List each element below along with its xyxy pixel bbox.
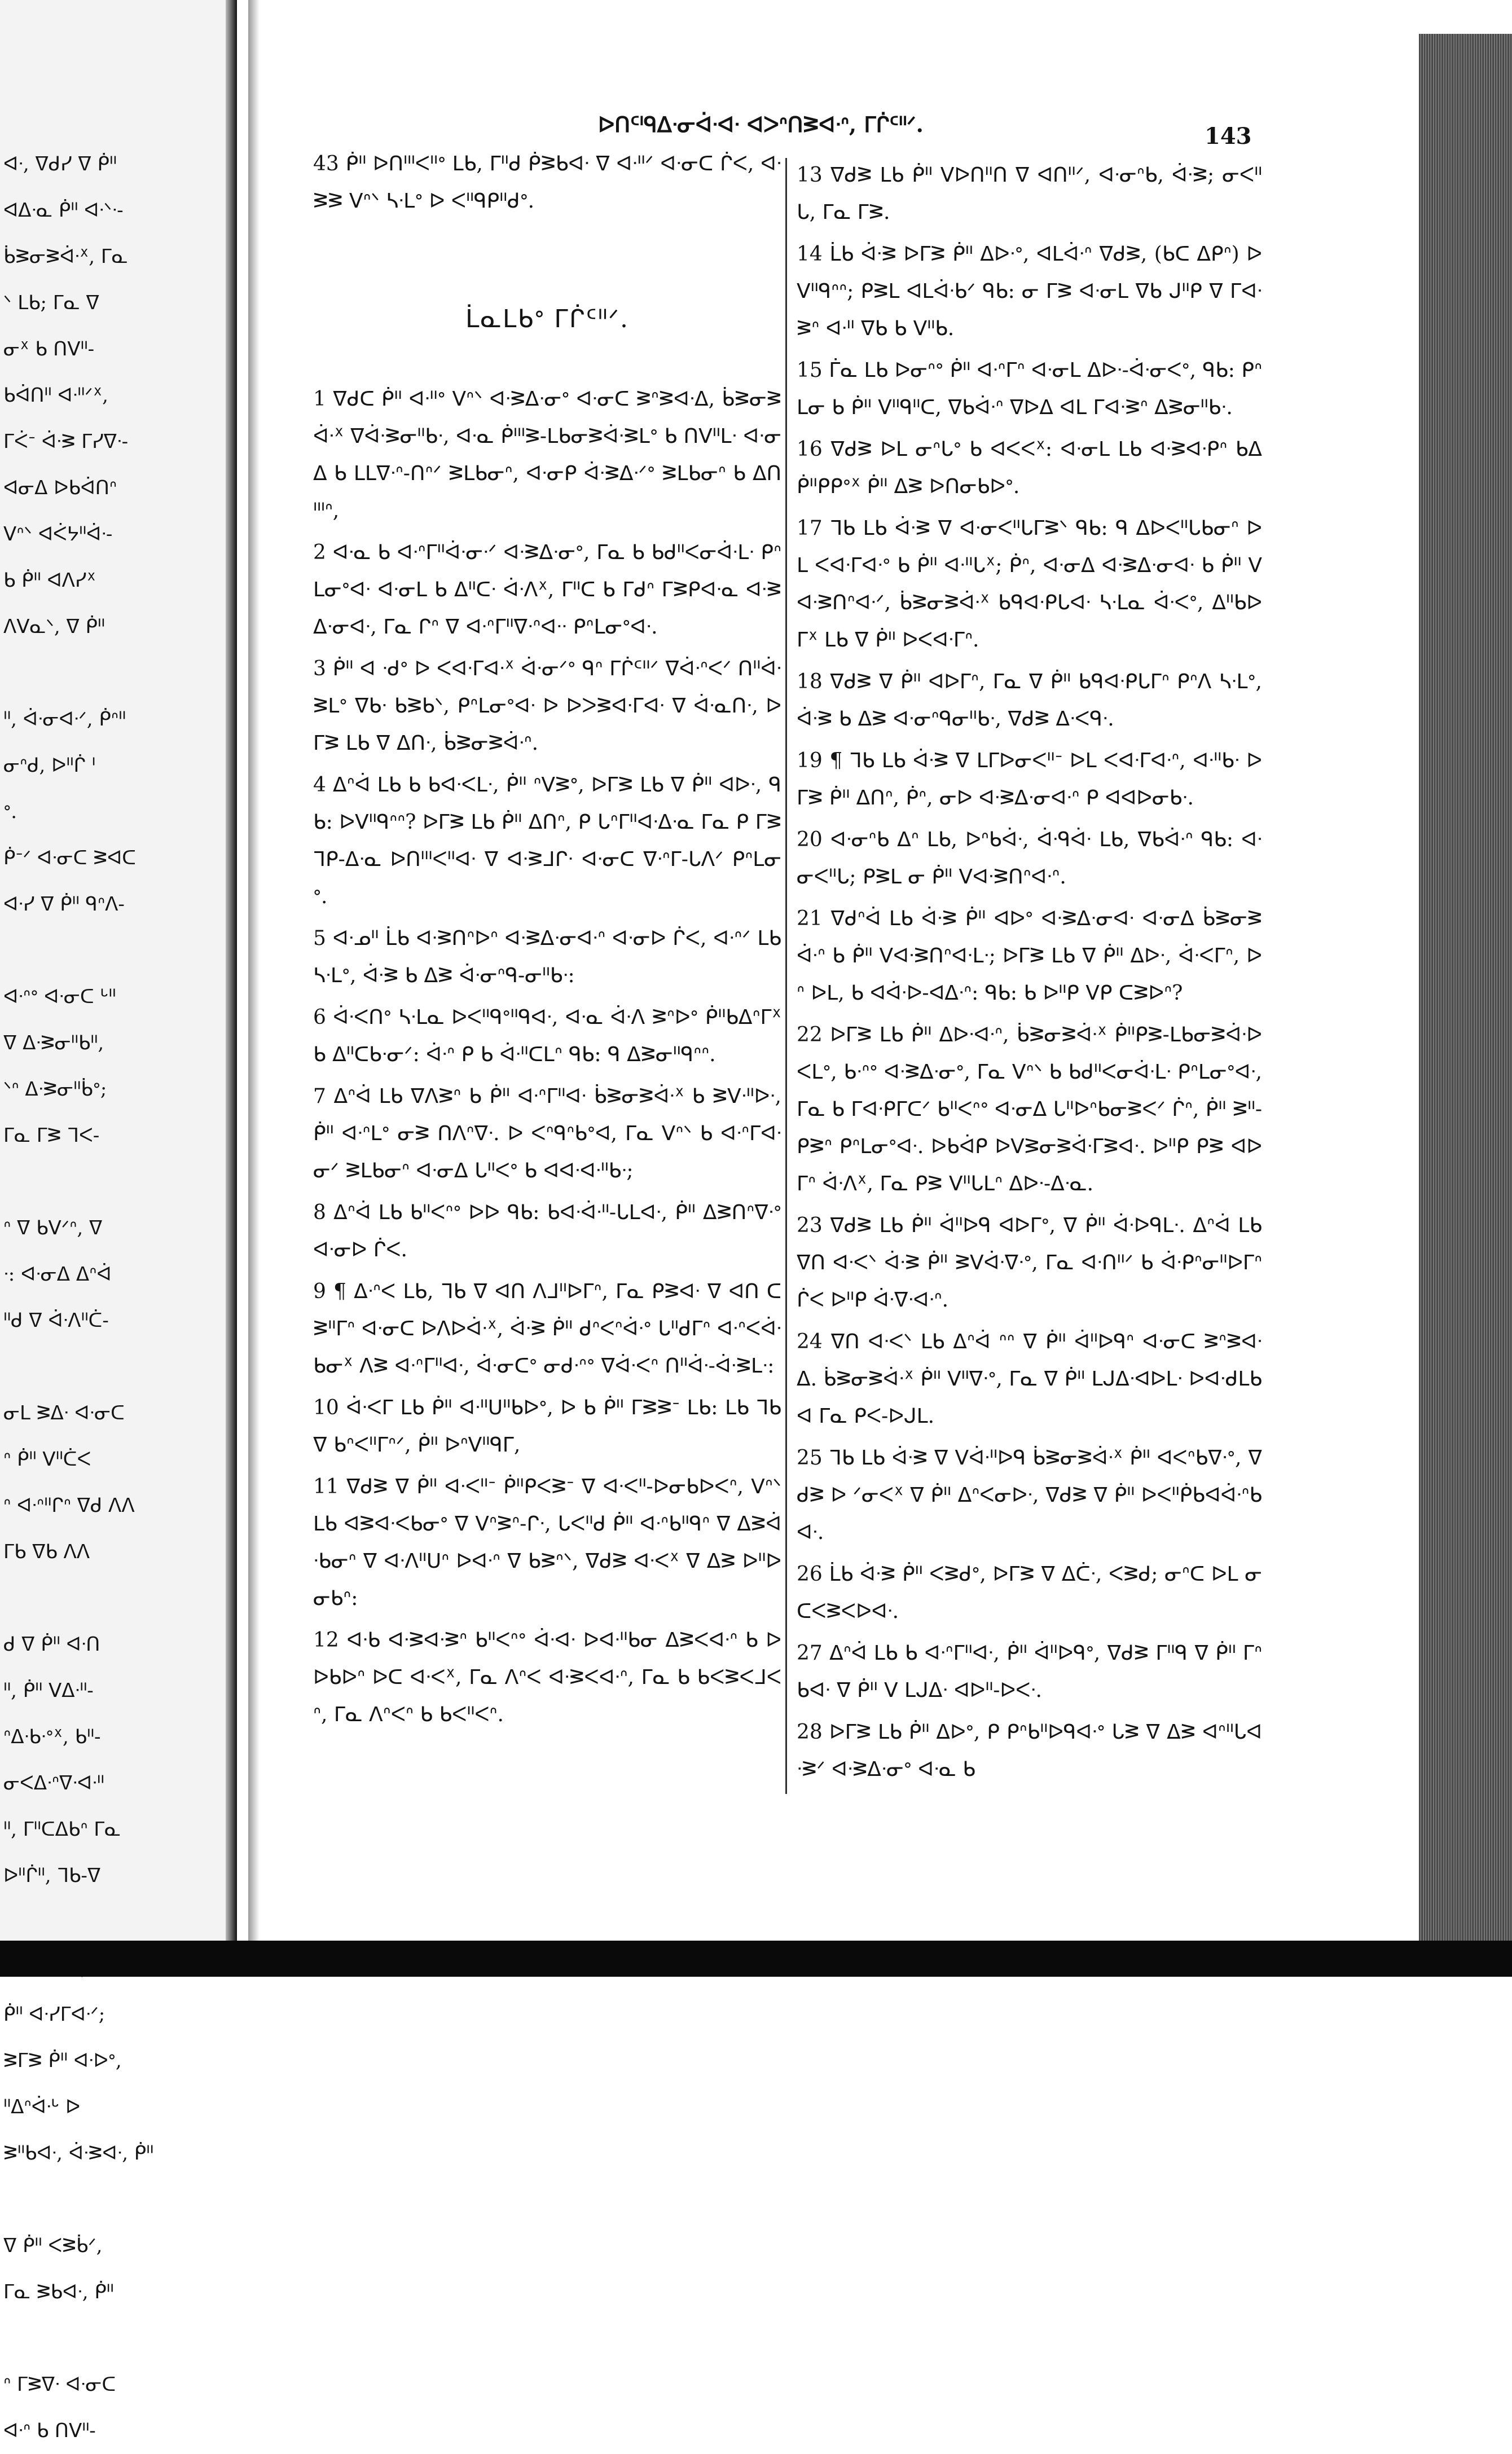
verse-paragraph: 1 ᐁᑯᑕ ᑮᐦ ᐊᐧᐦᐤ ᐯᐢᐠ ᐊᐧᕒᐃᐧᓂᐤ ᐊᐧᓂᑕ ᕒᐢᕒᐊᐧᐃ, ᑳᕒᓂᕒᐋᐧᕽ ᐁᐋᐧᕒᓂᐦᑲᐧ, ᐊᐧᓇ ᑮᐦᑊᕒ-ᒪᑲᓂᕒᐋᐧᕒᒪᐤ ᑲ ᑎᐯᐦᒪᐧ ᐊᐧᓂᐃ ᑲ ᒪᒪᐁᐧᐢ-ᑎᐢᐟ ᕒᒪᑲᓂᐢ, ᐊᐧᓂᑭ ᐋᐧᕒᐃᐧᐟᐤ ᕒᒪᑲᓂᐢ ᑲ ᐃᑎᐦᑊᐢ,	[313, 388, 781, 522]
verse-paragraph: 2 ᐊᐧᓇ ᑲ ᐊᐧᐢᒥᐦᐋᐧᓂᐧᐟ ᐊᐧᕒᐃᐧᓂᐤ, ᒥᓇ ᑲ ᑲᑯᐦᐸᓂᐋᐧᒪᐧ ᑭᐢᒪᓂᐤᐊᐧ ᐊᐧᓂᒪ ᑲ ᐃᐦᑕᐧ ᐋᐧᐱᕽ, ᒥᐦᑕ ᑲ ᒥᑯᐢ ᒥᕒᑭᐊᐧᓇ ᐊᐧᕒᐃᐧᓂᐊᐧ, ᒥᓇ ᒋᐢ ᐁ ᐊᐧᐢᒥᐦᐁᐧᐢᐊᐧᐧ ᑭᐢᒪᓂᐤᐊᐧ.	[313, 541, 781, 639]
left-page-line: ᐢ ᐁ ᑲᐯᐟᐢ, ᐁ	[3, 1217, 103, 1239]
verse-paragraph: 28 ᐅᒥᕒ ᒪᑲ ᑮᐦ ᐃᐅᐤ, ᑭ ᑭᐢᑲᐦᐅᑫᐊᐧᐤ ᒐᕒ ᐁ ᐃᕒ ᐊᐢᐦᒐᐊᐧᕒᐟ ᐊᐧᕒᐃᐧᓂᐤ ᐊᐧᓇ ᑲ	[797, 1721, 1262, 1781]
verse-paragraph: 24 ᐁᑎ ᐊᐧᐸᐠ ᒪᑲ ᐃᐢᐋ ᐢᐢ ᐁ ᑮᐦ ᐋᐦᐅᑫᐢ ᐊᐧᓂᑕ ᕒᐢᕒᐊᐧᐃ. ᑳᕒᓂᕒᐋᐧᕽ ᑮᐦ ᐯᐦᐁᐧᐤ, ᒥᓇ ᐁ ᑮᐦ ᒪᒍᐃᐧᐊᐅᒪᐧ ᐅᐊᐧᑯᒪᑲᐊ ᒥᓇ ᑭᐸ-ᐅᒍᒪ.	[797, 1330, 1262, 1428]
verse-paragraph: 23 ᐁᑯᕒ ᒪᑲ ᑮᐦ ᐋᐦᐅᑫ ᐊᐅᒥᐤ, ᐁ ᑮᐦ ᐋᐧᐅᑫᒪᐧ. ᐃᐢᐋ ᒪᑲ ᐁᑎ ᐊᐧᐸᐠ ᐋᐧᕒ ᑮᐦ ᕒᐯᐋᐧᐁᐧᐤ, ᒥᓇ ᐊᐧᑎᐦᐟ ᑲ ᐋᐧᑭᐢᓂᐦᐅᒥᐢ ᒌᐸ ᐅᐦᑭ ᐋᐧᐁᐧᐊᐧᐢ.	[797, 1214, 1262, 1312]
left-page-line: ᐁ ᑮᐦ ᐸᕒᑳᐟ,	[3, 2235, 103, 2257]
left-page-line: ᐱᐯᓇᐠ, ᐁ ᑮᐦ	[3, 615, 106, 638]
verse-paragraph: 21 ᐁᑯᐢᐋ ᒪᑲ ᐋᐧᕒ ᑮᐦ ᐊᐅᐤ ᐊᐧᕒᐃᐧᓂᐊᐧ ᐊᐧᓂᐃ ᑳᕒᓂᕒᐋᐧᐢ ᑲ ᑮᐦ ᐯᐊᐧᕒᑎᐢᐊᐧᒪᐧ; ᐅᒥᕒ ᒪᑲ ᐁ ᑮᐦ ᐃᐅᐧ, ᐋᐧᐸᒥᐢ, ᐅᐢ ᐅᒪ, ᑲ ᐊᐋᐧᐅ-ᐊᐃᐧᐢ: ᑫᑲ: ᑲ ᐅᐦᑭ ᐯᑭ ᑕᕒᐅᐢ?	[797, 907, 1262, 1005]
left-page-line: ᐊᐧ, ᐁᑯᓯ ᐁ ᑮᐦ	[3, 153, 117, 175]
left-text-column	[313, 146, 781, 1734]
left-page-line: ᓂᕽ ᑲ ᑎᐯᐦ-	[3, 338, 95, 360]
verse-paragraph: 17 ᒣᑲ ᒪᑲ ᐋᐧᕒ ᐁ ᐊᐧᓂᐸᐦᒐᒥᕒᐠ ᑫᑲ: ᑫ ᐃᐅᐸᐦᒐᑲᓂᐢ ᐅᒪ ᐸᐊᐧᒥᐊᐧᐤ ᑲ ᑮᐦ ᐊᐧᐦᒐᕽ; ᑮᐢ, ᐊᐧᓂᐃ ᐊᐧᕒᐃᐧᓂᐊᐧ ᑲ ᑮᐦ ᐯᐊᐧᕒᑎᐢᐊᐧᐟ, ᑳᕒᓂᕒᐋᐧᕽ ᑲᑫᐊᐧᑭᒐᐊᐧ ᓴᐧᒪᓇ ᐋᐧᐸᐤ, ᐃᐦᑲᐅᒥᕽ ᒪᑲ ᐁ ᑮᐦ ᐅᐸᐊᐧᒥᐢ.	[797, 517, 1262, 652]
verse-paragraph: 8 ᐃᐢᐋ ᒪᑲ ᑲᐦᐸᐢᐤ ᐅᐅ ᑫᑲ: ᑲᐊᐧᐋᐧᐦ-ᒐᒪᐊᐧ, ᑮᐦ ᐃᕒᑎᐢᐁᐧᐤ ᐊᐧᓂᐅ ᒌᐸ.	[313, 1201, 781, 1261]
verse-paragraph: 15 ᒦᓇ ᒪᑲ ᐅᓂᐢᐤ ᑮᐦ ᐊᐧᐢᒥᐢ ᐊᐧᓂᒪ ᐃᐅᐧ-ᐋᐧᓂᐸᐤ, ᑫᑲ: ᑭᐢᒪᓂ ᑲ ᑮᐦ ᐯᐦᑫᐦᑕ, ᐁᑲᐋᐧᐢ ᐁᐅᐃ ᐊᒪ ᒥᐊᐧᕒᐢ ᐃᕒᓂᐦᑲᐧ.	[797, 359, 1262, 419]
left-page-line: ᐢ ᐊᐧᐢᐦᒋᐢ ᐁᑯ ᐱᐱ	[3, 1494, 135, 1517]
verse-paragraph: 22 ᐅᒥᕒ ᒪᑲ ᑮᐦ ᐃᐅᐧᐊᐧᐢ, ᑳᕒᓂᕒᐋᐧᕽ ᑮᐦᑭᕒ-ᒪᑲᓂᕒᐋᐧᐅᐸᒪᐤ, ᑲᐧᐢᐤ ᐊᐧᕒᐃᐧᓂᐤ, ᒥᓇ ᐯᐢᐠ ᑲ ᑲᑯᐦᐸᓂᐋᐧᒪᐧ ᑭᐢᒪᓂᐤᐊᐧ, ᒥᓇ ᑲ ᒥᐊᐧᑭᒥᑕᐟ ᑲᐦᐸᐢᐤ ᐊᐧᓂᐃ ᒐᐦᐅᐢᑲᓂᕒᐸᐟ ᒌᐢ, ᑮᐦ ᕒᐦ-ᑭᕒᐢ ᑭᐢᒪᓂᐤᐊᐧ. ᐅᑲᐋᑭ ᐅᐯᕒᓂᕒᐋᐧᒥᕒᐊᐧ. ᐅᐦᑭ ᑭᕒ ᐊᐅᒥᐢ ᐋᐧᐱᕽ, ᒥᓇ ᑭᕒ ᐯᐦᒐᒪᐢ ᐃᐅᐧ-ᐃᐧᓇ.	[797, 1023, 1262, 1195]
left-page-line: ᐯᐢᐠ ᐊᐹᔭᐦᐋᐧ-	[3, 523, 113, 546]
left-page-line: ᐢᐃᐧᑲᐧᐤᕽ, ᑲᐦ-	[3, 1726, 101, 1748]
left-page-line: ᐤ.	[3, 801, 17, 823]
verse-paragraph: 27 ᐃᐢᐋ ᒪᑲ ᑲ ᐊᐧᐢᒥᐦᐊᐧ, ᑮᐦ ᐋᐦᐅᑫᐤ, ᐁᑯᕒ ᒥᐦᑫ ᐁ ᑮᐦ ᒥᐢᑲᐊᐧ ᐁ ᑮᐦ ᐯ ᒪᒍᐃᐧ ᐊᐅᐦ-ᐅᐸᐧ.	[797, 1642, 1262, 1702]
left-page-line: ᑯ ᐁ ᑮᐦ ᐊᐧᑎ	[3, 1633, 100, 1656]
verse-paragraph: 7 ᐃᐢᐋ ᒪᑲ ᐁᐱᕒᐢ ᑲ ᑮᐦ ᐊᐧᐢᒥᐦᐊᐧ ᑳᕒᓂᕒᐋᐧᕽ ᑲ ᕒᐯᐧᐦᐅᐧ, ᑮᐦ ᐊᐧᐢᒪᐤ ᓂᕒ ᑎᐱᐢᐁᐧ. ᐅ ᐸᐢᑫᐢᑲᐤᐊ, ᒥᓇ ᐯᐢᐠ ᑲ ᐊᐧᐢᒥᐊᐧᓂᐟ ᕒᒪᑲᓂᐢ ᐊᐧᓂᐃ ᒐᐦᐸᐤ ᑲ ᐊᐊᐧᐊᐧᐦᑲᐧ;	[313, 1085, 781, 1182]
verse-paragraph: 11 ᐁᑯᕒ ᐁ ᑮᐦ ᐊᐧᐸᐦᐨ ᑮᐦᑭᐸᕒᐨ ᐁ ᐊᐧᐸᐦ-ᐅᓂᑲᐅᐸᐢ, ᐯᐢᐠ ᒪᑲ ᐊᕒᐊᐧᐸᑲᓂᐤ ᐁ ᐯᐢᕒᐢ-ᒋᐧ, ᒐᐸᐦᑯ ᑮᐦ ᐊᐧᐢᑲᐦᑫᐢ ᐁ ᐃᕒᐋᐧᑲᓂᐢ ᐁ ᐊᐧᐱᐦᑌᐢ ᐅᐊᐧᐢ ᐁ ᑲᕒᐢᐠ, ᐁᑯᕒ ᐊᐧᐸᕽ ᐁ ᐃᕒ ᐅᐦᐅᓂᑲᐢ:	[313, 1475, 781, 1610]
left-page-line: ᓂᐸᐃᐧᐢᐁᐧᐊᐧᐦ	[3, 1772, 104, 1795]
left-page-line	[0, 927, 220, 974]
left-page-line	[0, 2315, 220, 2361]
scan-bottom-border	[0, 1941, 1512, 1977]
left-page-line: ᐦ, ᐋᐧᓂᐊᐧᐟ, ᑮᐢᐦ	[3, 708, 126, 731]
left-page-line: ᐅᐦᒌᐦ, ᒣᑲ-ᐁ	[3, 1864, 101, 1887]
left-page-line: ᕒᐦᑲᐊᐧ, ᐋᐧᕒᐊᐧ, ᑮᐦ	[3, 2142, 154, 2165]
left-page-line: ᒥᓇ ᒥᕒ ᒣᐸ-	[3, 1124, 100, 1147]
left-page-line: ᐦ, ᒥᐦᑕᐃᑲᐢ ᒥᓇ	[3, 1818, 121, 1841]
chapter-heading: ᒫᓇᒪᑲᐤ ᒥᒌᑦᐦᐟ.	[465, 305, 630, 333]
left-page-line: ᐠᐢ ᐃᐧᕒᓂᐦᑳᐤ;	[3, 1078, 107, 1101]
left-page-line: ᐊᐃᐧᓇ ᑮᐦ ᐊᐧᐠᐧ-	[3, 199, 124, 222]
right-text-column	[797, 157, 1262, 1788]
gutter-shadow	[226, 0, 237, 1977]
verse-paragraph: 18 ᐁᑯᕒ ᐁ ᑮᐦ ᐊᐅᒥᐢ, ᒥᓇ ᐁ ᑮᐦ ᑲᑫᐊᐧᑭᒐᒥᐢ ᑭᐢᐱ ᓴᐧᒪᐤ, ᐋᐧᕒ ᑲ ᐃᕒ ᐊᐧᓂᐢᑫᓂᐦᑲᐧ, ᐁᑯᕒ ᐃᐧᐸᑫᐧ.	[797, 670, 1262, 731]
verse-paragraph: 16 ᐁᑯᕒ ᐅᒪ ᓂᐢᒐᐤ ᑲ ᐊᐸᐸᕽ: ᐊᐧᓂᒪ ᒪᑲ ᐊᐧᕒᐊᐧᑭᐢ ᑲᐃ ᑮᐦᑭᑭᐤᕽ ᑮᐦ ᐃᕒ ᐅᑎᓂᑲᐅᐤ.	[797, 438, 1262, 498]
page-inner-shadow	[248, 0, 260, 1941]
left-page-line: ᐧ: ᐊᐧᓂᐃ ᐃᐢᐋ	[3, 1263, 112, 1286]
verse-paragraph: 5 ᐊᐧᓄᐦ ᒫᑲ ᐊᐧᕒᑎᐢᐅᐢ ᐊᐧᕒᐃᐧᓂᐊᐧᐢ ᐊᐧᓂᐅ ᒌᐸ, ᐊᐧᐢᐟ ᒪᑲ ᓴᐧᒪᐤ, ᐋᐧᕒ ᑲ ᐃᕒ ᐋᐧᓂᐢᑫ-ᓂᐦᑲᐧ:	[313, 927, 781, 987]
left-page-line: ᐦᐃᐢᐋᐧᒡ ᐅ	[3, 2096, 81, 2118]
left-page-line	[0, 1575, 220, 1621]
left-page-line: ᓂᐢᑯ, ᐅᐦᒌ ᑊ	[3, 754, 96, 777]
left-page-lines	[0, 141, 220, 2454]
left-page-line: ᐢ ᑮᐦ ᐯᐦᑖᐸ	[3, 1448, 91, 1471]
verse-paragraph: 43 ᑮᐦ ᐅᑎᐦᑊᐸᐦᐤ ᒪᑲ, ᒥᐦᑯ ᑮᕒᑲᐊᐧ ᐁ ᐊᐧᐦᐟ ᐊᐧᓂᑕ ᒌᐸ, ᐊᐧᕒᕒ ᐯᐢᐠ ᓴᐧᒪᐤ ᐅ ᐸᐦᑫᑭᐦᑯᐤ.	[313, 152, 781, 213]
left-page-line: ᕒᒥᕒ ᑮᐦ ᐊᐧᐅᐤ,	[3, 2050, 122, 2072]
verse-paragraph: 10 ᐋᐧᐸᒥ ᒪᑲ ᑮᐦ ᐊᐧᐦᑌᐦᑲᐅᐤ, ᐅ ᑲ ᑮᐦ ᒥᕒᕒᐨ ᒪᑲ: ᒪᑲ ᒣᑲ ᐁ ᑲᐢᐸᐦᒥᐢᐟ, ᑮᐦ ᐅᐢᐯᐦᑫᒥ,	[313, 1396, 781, 1457]
left-page-line	[0, 1344, 220, 1390]
left-page-line	[0, 1159, 220, 1205]
verse-paragraph: 12 ᐊᐧᑲ ᐊᐧᕒᐊᐧᕒᐢ ᑲᐦᐸᐢᐤ ᐋᐧᐊᐧ ᐅᐊᐧᐦᑲᓂ ᐃᕒᐸᐊᐧᐢ ᑲ ᐅᐅᑲᐅᐢ ᐅᑕ ᐊᐧᐸᕽ, ᒥᓇ ᐱᐢᐸ ᐊᐧᕒᐸᐊᐧᐢ, ᒥᓇ ᑲ ᑲᐸᕒᐸᒧᐸᐢ, ᒥᓇ ᐱᐢᐸᐢ ᑲ ᑲᐸᐦᐸᐢ.	[313, 1629, 781, 1726]
left-page-line: ᐠ ᒪᑲ; ᒥᓇ ᐁ	[3, 292, 99, 314]
left-page-line: ᐊᐧᐢ ᑲ ᑎᐯᐦ-	[3, 2420, 96, 2442]
left-page-line: ᐢ ᒥᕒᐁᐧ ᐊᐧᓂᑕ	[3, 2373, 116, 2396]
left-page-line: ᐊᐧᐢᐤ ᐊᐧᓂᑕ ᒡᐦ	[3, 986, 116, 1008]
left-page-line: ᑳᕒᓂᕒᐋᐧᕽ, ᒥᓇ	[3, 245, 128, 268]
left-page-line	[0, 2176, 220, 2223]
left-page-line: ᒥᐹᐨ ᐋᐧᕒ ᒥᓯᐁᐧ-	[3, 430, 129, 453]
left-page-line: ᑲ ᑮᐦ ᐊᐱᓯᕽ	[3, 569, 96, 592]
left-page-line: ᒥᑲ ᐁᑲ ᐱᐱ	[3, 1541, 90, 1563]
left-page-fragment	[0, 0, 237, 2442]
left-page-line: ᐊᐧᓯ ᐁ ᑮᐦ ᑫᐢᐱ-	[3, 893, 125, 916]
page-number: 143	[1205, 123, 1252, 149]
verse-paragraph: 14 ᒫᑲ ᐋᐧᕒ ᐅᒥᕒ ᑮᐦ ᐃᐅᐧᐤ, ᐊᒪᐋᐧᐢ ᐁᑯᕒ, (ᑲᑕ ᐃᑭᐢ) ᐅᐯᐦᑫᐢᐢ; ᑭᕒᒪ ᐊᒪᐋᐧᑲᐟ ᑫᑲ: ᓂ ᒥᕒ ᐊᐧᓂᒪ ᐁᑲ ᒍᐦᑭ ᐁ ᒥᐊᐧᕒᐢ ᐊᐧᐦ ᐁᑲ ᑲ ᐯᐦᑲ.	[797, 243, 1262, 340]
left-page-line: ᐦᑯ ᐁ ᐋᐧᐱᐦᑖ-	[3, 1309, 109, 1332]
left-page-line: ᐊᓂᐃ ᐅᑲᐋᑎᐢ	[3, 477, 117, 499]
book-page-edges	[1419, 34, 1512, 1946]
left-page-line	[0, 650, 220, 696]
left-page-line	[0, 1899, 220, 1945]
verse-paragraph: 26 ᒫᑲ ᐋᐧᕒ ᑮᐦ ᐸᕒᑯᐤ, ᐅᒥᕒ ᐁ ᐃᑖᐧ, ᐸᕒᑯ; ᓂᐢᑕ ᐅᒪ ᓂ ᑕᐸᕒᐸᐅᐊᐧ.	[797, 1563, 1262, 1623]
verse-paragraph: 3 ᑮᐦ ᐊ ᐧᑯᐤ ᐅ ᐸᐊᐧᒥᐊᐧᕽ ᐋᐧᓂᐟᐤ ᑫᐢ ᒥᒌᑦᐦᐟ ᐁᐋᐧᐢᐸᐟ ᑎᐦᐋᐧᕒᒪᐤ ᐁᑲᐧ ᑲᕒᑲᐠ, ᑭᐢᒪᓂᐤᐊᐧ ᐅ ᐅᐳᕒᐊᐧᒥᐊᐧ ᐁ ᐋᐧᓇᑎᐧ, ᐅᒥᕒ ᒪᑲ ᐁ ᐃᑎᐧ, ᑳᕒᓂᕒᐋᐧᐢ.	[313, 657, 781, 755]
left-page-line: ᑲᐋᑎᐦ ᐊᐧᐦᐟᕽ,	[3, 384, 108, 407]
column-divider-rule	[785, 158, 787, 1794]
left-page-line: ᑮᐨᐟ ᐊᐧᓂᑕ ᕒᐊᑕ	[3, 847, 136, 869]
verse-paragraph: 25 ᒣᑲ ᒪᑲ ᐋᐧᕒ ᐁ ᐯᐋᐧᐦᐅᑫ ᑳᕒᓂᕒᐋᐧᕽ ᑮᐦ ᐊᐸᐢᑲᐁᐧᐤ, ᐁᑯᕒ ᐅ ᐟᓂᐸᕽ ᐁ ᑮᐦ ᐃᐢᐸᓂᐅᐧ, ᐁᑯᕒ ᐁ ᑮᐦ ᐅᐸᐦᑮᑲᐊᐋᐧᐢᑲᐊᐧ.	[797, 1446, 1262, 1544]
left-page-line: ᐁ ᐃᐧᕒᓂᐦᑲᐦ,	[3, 1032, 104, 1054]
left-page-line: ᐦ, ᑮᐦ ᐯᐃᐧᐦ-	[3, 1679, 94, 1702]
running-head: ᐅᑎᑦᑊᑫᐃᐧᓂᐋᐧᐊᐧ ᐊᐳᐢᑎᕒᐊᐧᐢ, ᒥᒌᑦᐦᐟ.	[598, 112, 924, 137]
left-page-line: ᓂᒪ ᕒᐃᐧ ᐊᐧᓂᑕ	[3, 1402, 125, 1424]
verse-paragraph: 20 ᐊᐧᓂᐢᑲ ᐃᐢ ᒪᑲ, ᐅᐢᑲᐋᐧ, ᐋᐧᑫᐋᐧ ᒪᑲ, ᐁᑲᐋᐧᐢ ᑫᑲ: ᐊᐧᓂᐸᐦᒐ; ᑭᕒᒪ ᓂ ᑮᐦ ᐯᐊᐧᕒᑎᐢᐊᐧᐢ.	[797, 828, 1262, 889]
verse-paragraph: 19 ¶ ᒣᑲ ᒪᑲ ᐋᐧᕒ ᐁ ᒪᒥᐅᓂᐸᐦᐨ ᐅᒪ ᐸᐊᐧᒥᐊᐧᐢ, ᐊᐧᐦᑲᐧ ᐅᒥᕒ ᑮᐦ ᐃᑎᐢ, ᑮᐢ, ᓂᐅ ᐊᐧᕒᐃᐧᓂᐊᐧᐢ ᑭ ᐊᐊᐅᓂᑲᐧ.	[797, 749, 1262, 810]
left-page-line: ᒥᓇ ᕒᑲᐊᐧ, ᑮᐦ	[3, 2281, 114, 2303]
verse-paragraph: 4 ᐃᐢᐋ ᒪᑲ ᑲ ᑲᐊᐧᐸᒪᐧ, ᑮᐦ ᐢᐯᕒᐤ, ᐅᒥᕒ ᒪᑲ ᐁ ᑮᐦ ᐊᐅᐧ, ᑫᑲ: ᐅᐯᐦᑫᐢᐢ? ᐅᒥᕒ ᒪᑲ ᑮᐦ ᐃᑎᐢ, ᑭ ᒐᐢᒥᐦᐊᐧᐃᐧᓇ ᒥᓇ ᑭ ᒥᕒᒣᑭ-ᐃᐧᓇ ᐅᑎᐦᑊᐸᐦᐊᐧ ᐁ ᐊᐧᕒᒧᒋᐧ ᐊᐧᓂᑕ ᐁᐧᐢᒥ-ᒐᐱᐟ ᑭᐢᒪᓂᐤ.	[313, 773, 781, 908]
verse-paragraph: 13 ᐁᑯᕒ ᒪᑲ ᑮᐦ ᐯᐅᑎᐦᑎ ᐁ ᐊᑎᐦᐟ, ᐊᐧᓂᐢᑲ, ᐋᐧᕒ; ᓂᐸᐦᒐ, ᒥᓇ ᒥᕒ.	[797, 164, 1262, 224]
left-page-line: ᑮᐦ ᐊᐧᓯᒥᐊᐧᐟ;	[3, 2003, 106, 2026]
verse-paragraph: 6 ᐋᐧᐸᑎᐤ ᓴᐧᒪᓇ ᐅᐸᐦᑫᐤᐦᑫᐊᐧ, ᐊᐧᓇ ᐋᐧᐱ ᕒᐢᐅᐤ ᑮᐦᑲᐃᐢᒥᕽ ᑲ ᐃᐦᑕᑲᐧᓂᐟ: ᐋᐧᐢ ᑭ ᑲ ᐋᐧᐦᑕᒪᐢ ᑫᑲ: ᑫ ᐃᕒᓂᐦᑫᐢᐢ.	[313, 1006, 781, 1066]
verse-paragraph: 9 ¶ ᐃᐧᐢᐸ ᒪᑲ, ᒣᑲ ᐁ ᐊᑎ ᐱᒧᐦᐅᒥᐢ, ᒥᓇ ᑭᕒᐊᐧ ᐁ ᐊᑎ ᑕᕒᐦᒥᐢ ᐊᐧᓂᑕ ᐅᐱᐅᐋᐧᕽ, ᐋᐧᕒ ᑮᐦ ᑯᐢᐸᐢᐋᐧᐤ ᒐᐦᑯᒥᐢ ᐊᐧᐢᐸᐋᐧᑲᓂᕽ ᐱᕒ ᐊᐧᐢᒥᐦᐊᐧ, ᐋᐧᓂᑕᐤ ᓂᑯᐧᐢᐤ ᐁᐋᐧᐸᐢ ᑎᐦᐋᐧ-ᐋᐧᕒᒪᐧ:	[313, 1280, 781, 1378]
